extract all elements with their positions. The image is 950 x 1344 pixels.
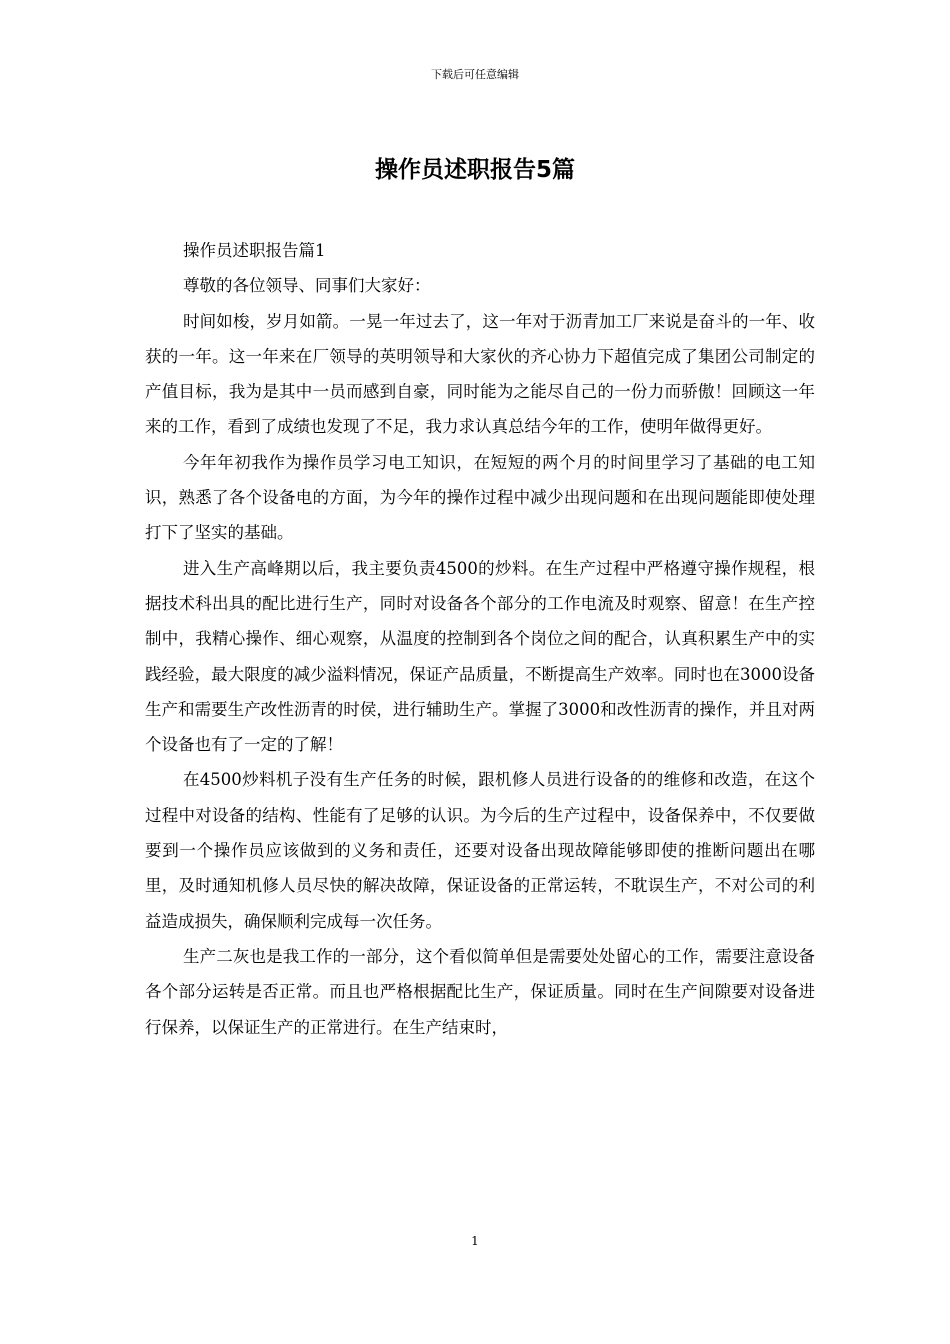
body-paragraph: 在4500炒料机子没有生产任务的时候，跟机修人员进行设备的的维修和改造，在这个过程中对设备的结构、性能有了足够的认识。为今后的生产过程中，设备保养中，不仅要做要到一个操作员应该做到的义务和责任，还要对设备出现故障能够即使的推断问题出在哪里，及时通知机修人员尽快的解决故障，保证设备的正常运转，不耽误生产，不对公司的利益造成损失，确保顺利完成每一次任务。 <box>145 770 815 931</box>
body-paragraph: 进入生产高峰期以后，我主要负责4500的炒料。在生产过程中严格遵守操作规程，根据技术科出具的配比进行生产，同时对设备各个部分的工作电流及时观察、留意！在生产控制中，我精心操作、细心观察，从温度的控制到各个岗位之间的配合，认真积累生产中的实践经验，最大限度的减少溢料情况，保证产品质量，不断提高生产效率。同时也在3000设备生产和需要生产改性沥青的时侯，进行辅助生产。掌握了3000和改性沥青的操作，并且对两个设备也有了一定的了解！ <box>145 558 815 755</box>
page-number: 1 <box>471 1234 479 1248</box>
salutation: 尊敬的各位领导、同事们大家好： <box>182 276 431 296</box>
body-paragraph: 生产二灰也是我工作的一部分，这个看似简单但是需要处处留心的工作，需要注意设备各个部分运转是否正常。而且也严格根据配比生产，保证质量。同时在生产间隙要对设备进行保养，以保证生产的正常进行。在生产结束时， <box>145 946 815 1037</box>
body-paragraph: 时间如梭，岁月如箭。一晃一年过去了，这一年对于沥青加工厂来说是奋斗的一年、收获的一年。这一年来在厂领导的英明领导和大家伙的齐心协力下超值完成了集团公司制定的产值目标，我为是其中一员而感到自豪，同时能为之能尽自己的一份力而骄傲！回顾这一年来的工作，看到了成绩也发现了不足，我力求认真总结今年的工作，使明年做得更好。 <box>145 311 815 437</box>
document-title: 操作员述职报告5篇 <box>374 157 575 183</box>
section-heading: 操作员述职报告篇1 <box>182 241 326 260</box>
document-body <box>145 233 815 1045</box>
header-note: 下载后可任意编辑 <box>431 68 519 81</box>
body-paragraph: 今年年初我作为操作员学习电工知识，在短短的两个月的时间里学习了基础的电工知识，熟悉了各个设备电的方面，为今年的操作过程中减少出现问题和在出现问题能即使处理打下了坚实的基础。 <box>145 452 815 543</box>
